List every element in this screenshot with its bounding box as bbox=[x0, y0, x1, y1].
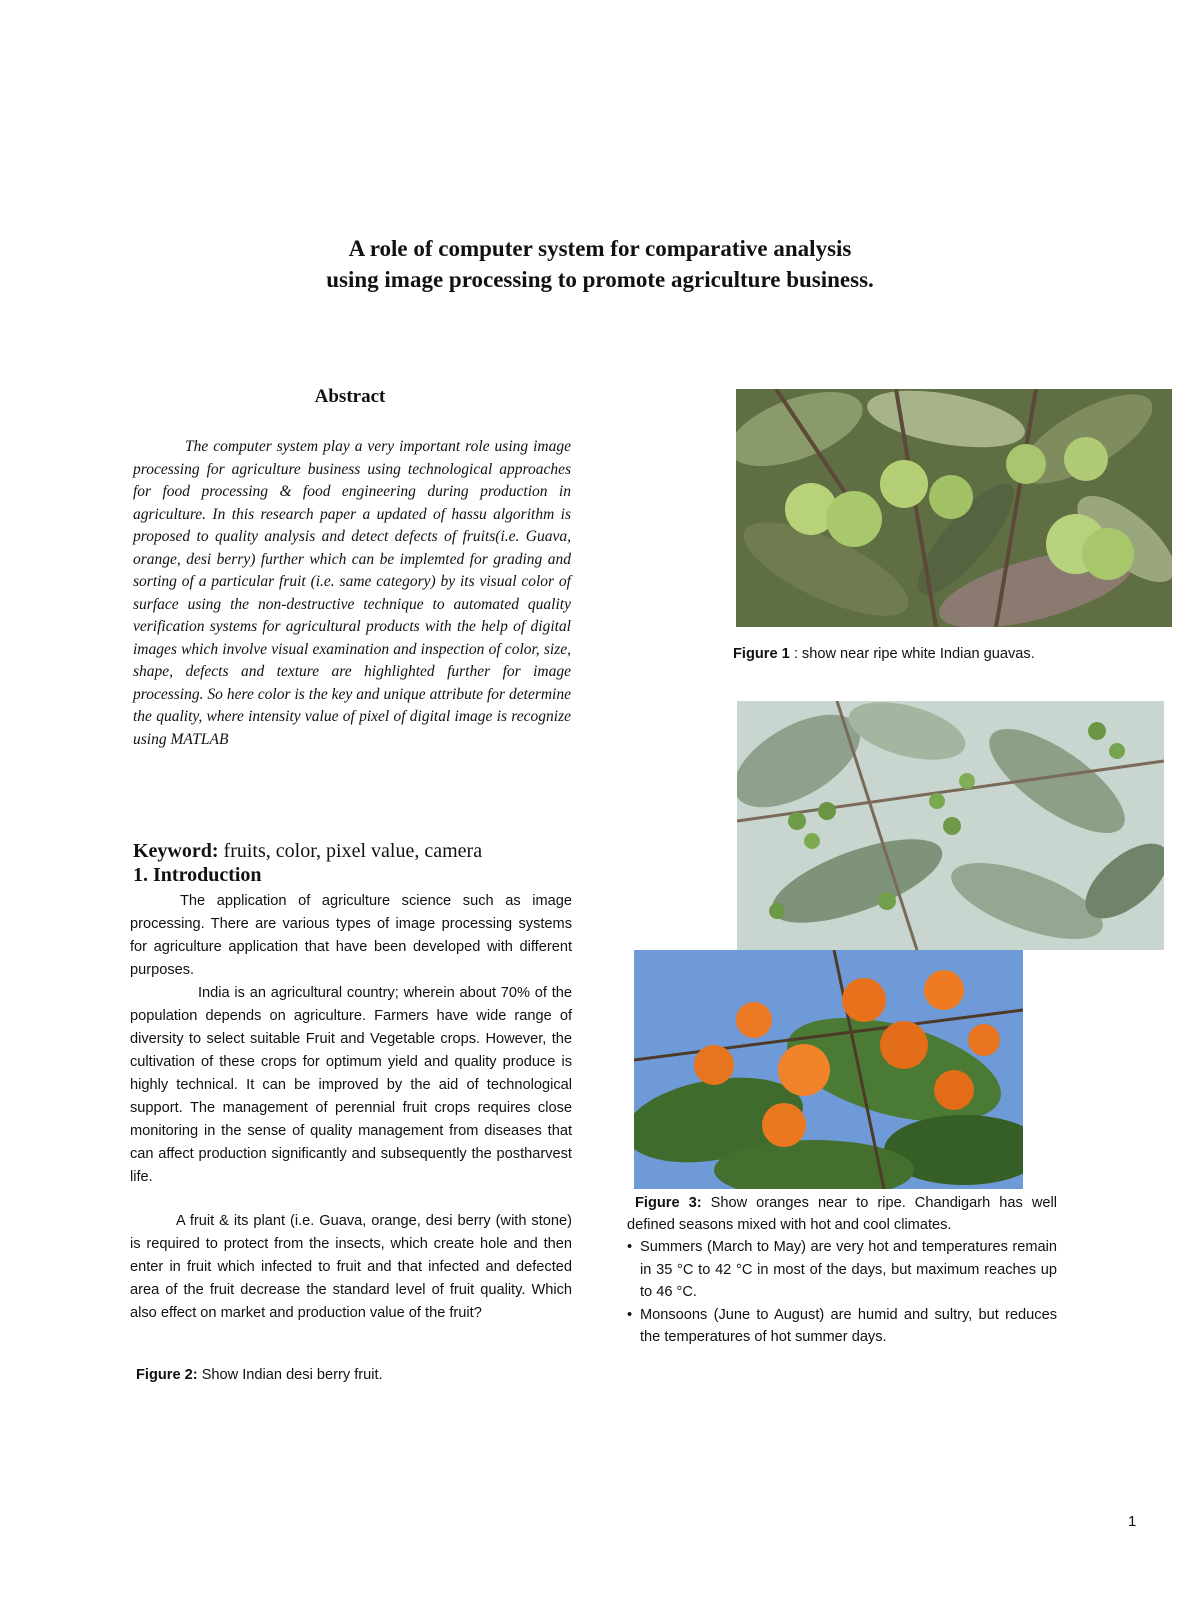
intro-paragraph-1: The application of agriculture science such as image processing. There are various types of image processing systems for agriculture application that have been developed with different purposes. bbox=[130, 893, 572, 978]
abstract-heading: Abstract bbox=[314, 386, 386, 407]
climate-bullet-2: Monsoons (June to August) are humid and sultry, but reduces the temperatures of hot summer days. bbox=[640, 1306, 1057, 1345]
intro-paragraph-2: India is an agricultural country; wherein about 70% of the population depends on agriculture. Farmers have wide range of diversity to select suitable Fruit and Vegetable crops. However, the cultivation of these crops for optimum yield and quality produce is highly technical. It can be improved by the aid of technological support. The management of perennial fruit crops requires close monitoring in the sense of quality management from diseases that can affect production significantly and subsequently the postharvest life. bbox=[130, 985, 572, 1185]
climate-bullet-list bbox=[627, 1236, 1057, 1349]
figure-1-guava-image bbox=[736, 389, 1172, 627]
figure-2-berry-image bbox=[737, 701, 1164, 950]
figure-2-caption-text: Show Indian desi berry fruit. bbox=[201, 1367, 383, 1383]
title-line-1: A role of computer system for comparative analysis bbox=[348, 236, 852, 261]
keyword-text: fruits, color, pixel value, camera bbox=[223, 840, 483, 862]
figure-3-caption-text: Show oranges near to ripe. Chandigarh has well defined seasons mixed with hot and cool climates. bbox=[627, 1195, 1057, 1233]
intro-paragraph-3: A fruit & its plant (i.e. Guava, orange, desi berry (with stone) is required to protect from the insects, which create hole and then enter in fruit which infected to fruit and that infected and defected area of the fruit decrease the standard level of fruit quality. Which also effect on market and production value of the fruit? bbox=[130, 1213, 572, 1321]
keyword-label: Keyword: bbox=[133, 840, 219, 862]
figure-1-label: Figure 1 bbox=[733, 646, 790, 662]
figure-3-orange-image bbox=[634, 950, 1023, 1189]
figure-2-caption bbox=[136, 1364, 383, 1386]
bullet-icon: • bbox=[627, 1306, 633, 1323]
page-number: 1 bbox=[1128, 1513, 1137, 1530]
figure-1-caption-text: : show near ripe white Indian guavas. bbox=[793, 646, 1035, 662]
figure-3-caption-block bbox=[627, 1192, 1057, 1349]
title-line-2: using image processing to promote agriculture business. bbox=[326, 267, 874, 292]
bullet-icon: • bbox=[627, 1239, 633, 1255]
list-item bbox=[627, 1304, 1057, 1349]
figure-3-label: Figure 3: bbox=[635, 1195, 702, 1211]
abstract-text: The computer system play a very important role using image processing for agriculture business using technological approaches for food processing & food engineering during production in agriculture. In this research paper a updated of hassu algorithm is proposed to quality analysis and detect defects of fruits(i.e. Guava, orange, desi berry) further which can be implemted for grading and sorting of a particular fruit (i.e. same category) by its visual color of surface using the non-destructive technique to automated quality verification systems for agricultural products with the help of digital images which involve visual examination and inspection of color, size, shape, defects and texture are highlighted further for image processing. So here color is the key and unique attribute for determine the quality, where intensity value of pixel of digital image is recognize using MATLAB bbox=[133, 438, 571, 748]
figure-2-label: Figure 2: bbox=[136, 1367, 198, 1383]
list-item bbox=[627, 1236, 1057, 1304]
figure-1-caption bbox=[733, 643, 1035, 665]
climate-bullet-1: Summers (March to May) are very hot and temperatures remain in 35 °C to 42 °C in most of the days, but maximum reaches up to 46 °C. bbox=[640, 1239, 1057, 1300]
figure-3-caption bbox=[627, 1192, 1057, 1236]
paper-title bbox=[0, 233, 1200, 295]
introduction-heading: 1. Introduction bbox=[133, 864, 262, 886]
keyword-line bbox=[133, 838, 573, 864]
